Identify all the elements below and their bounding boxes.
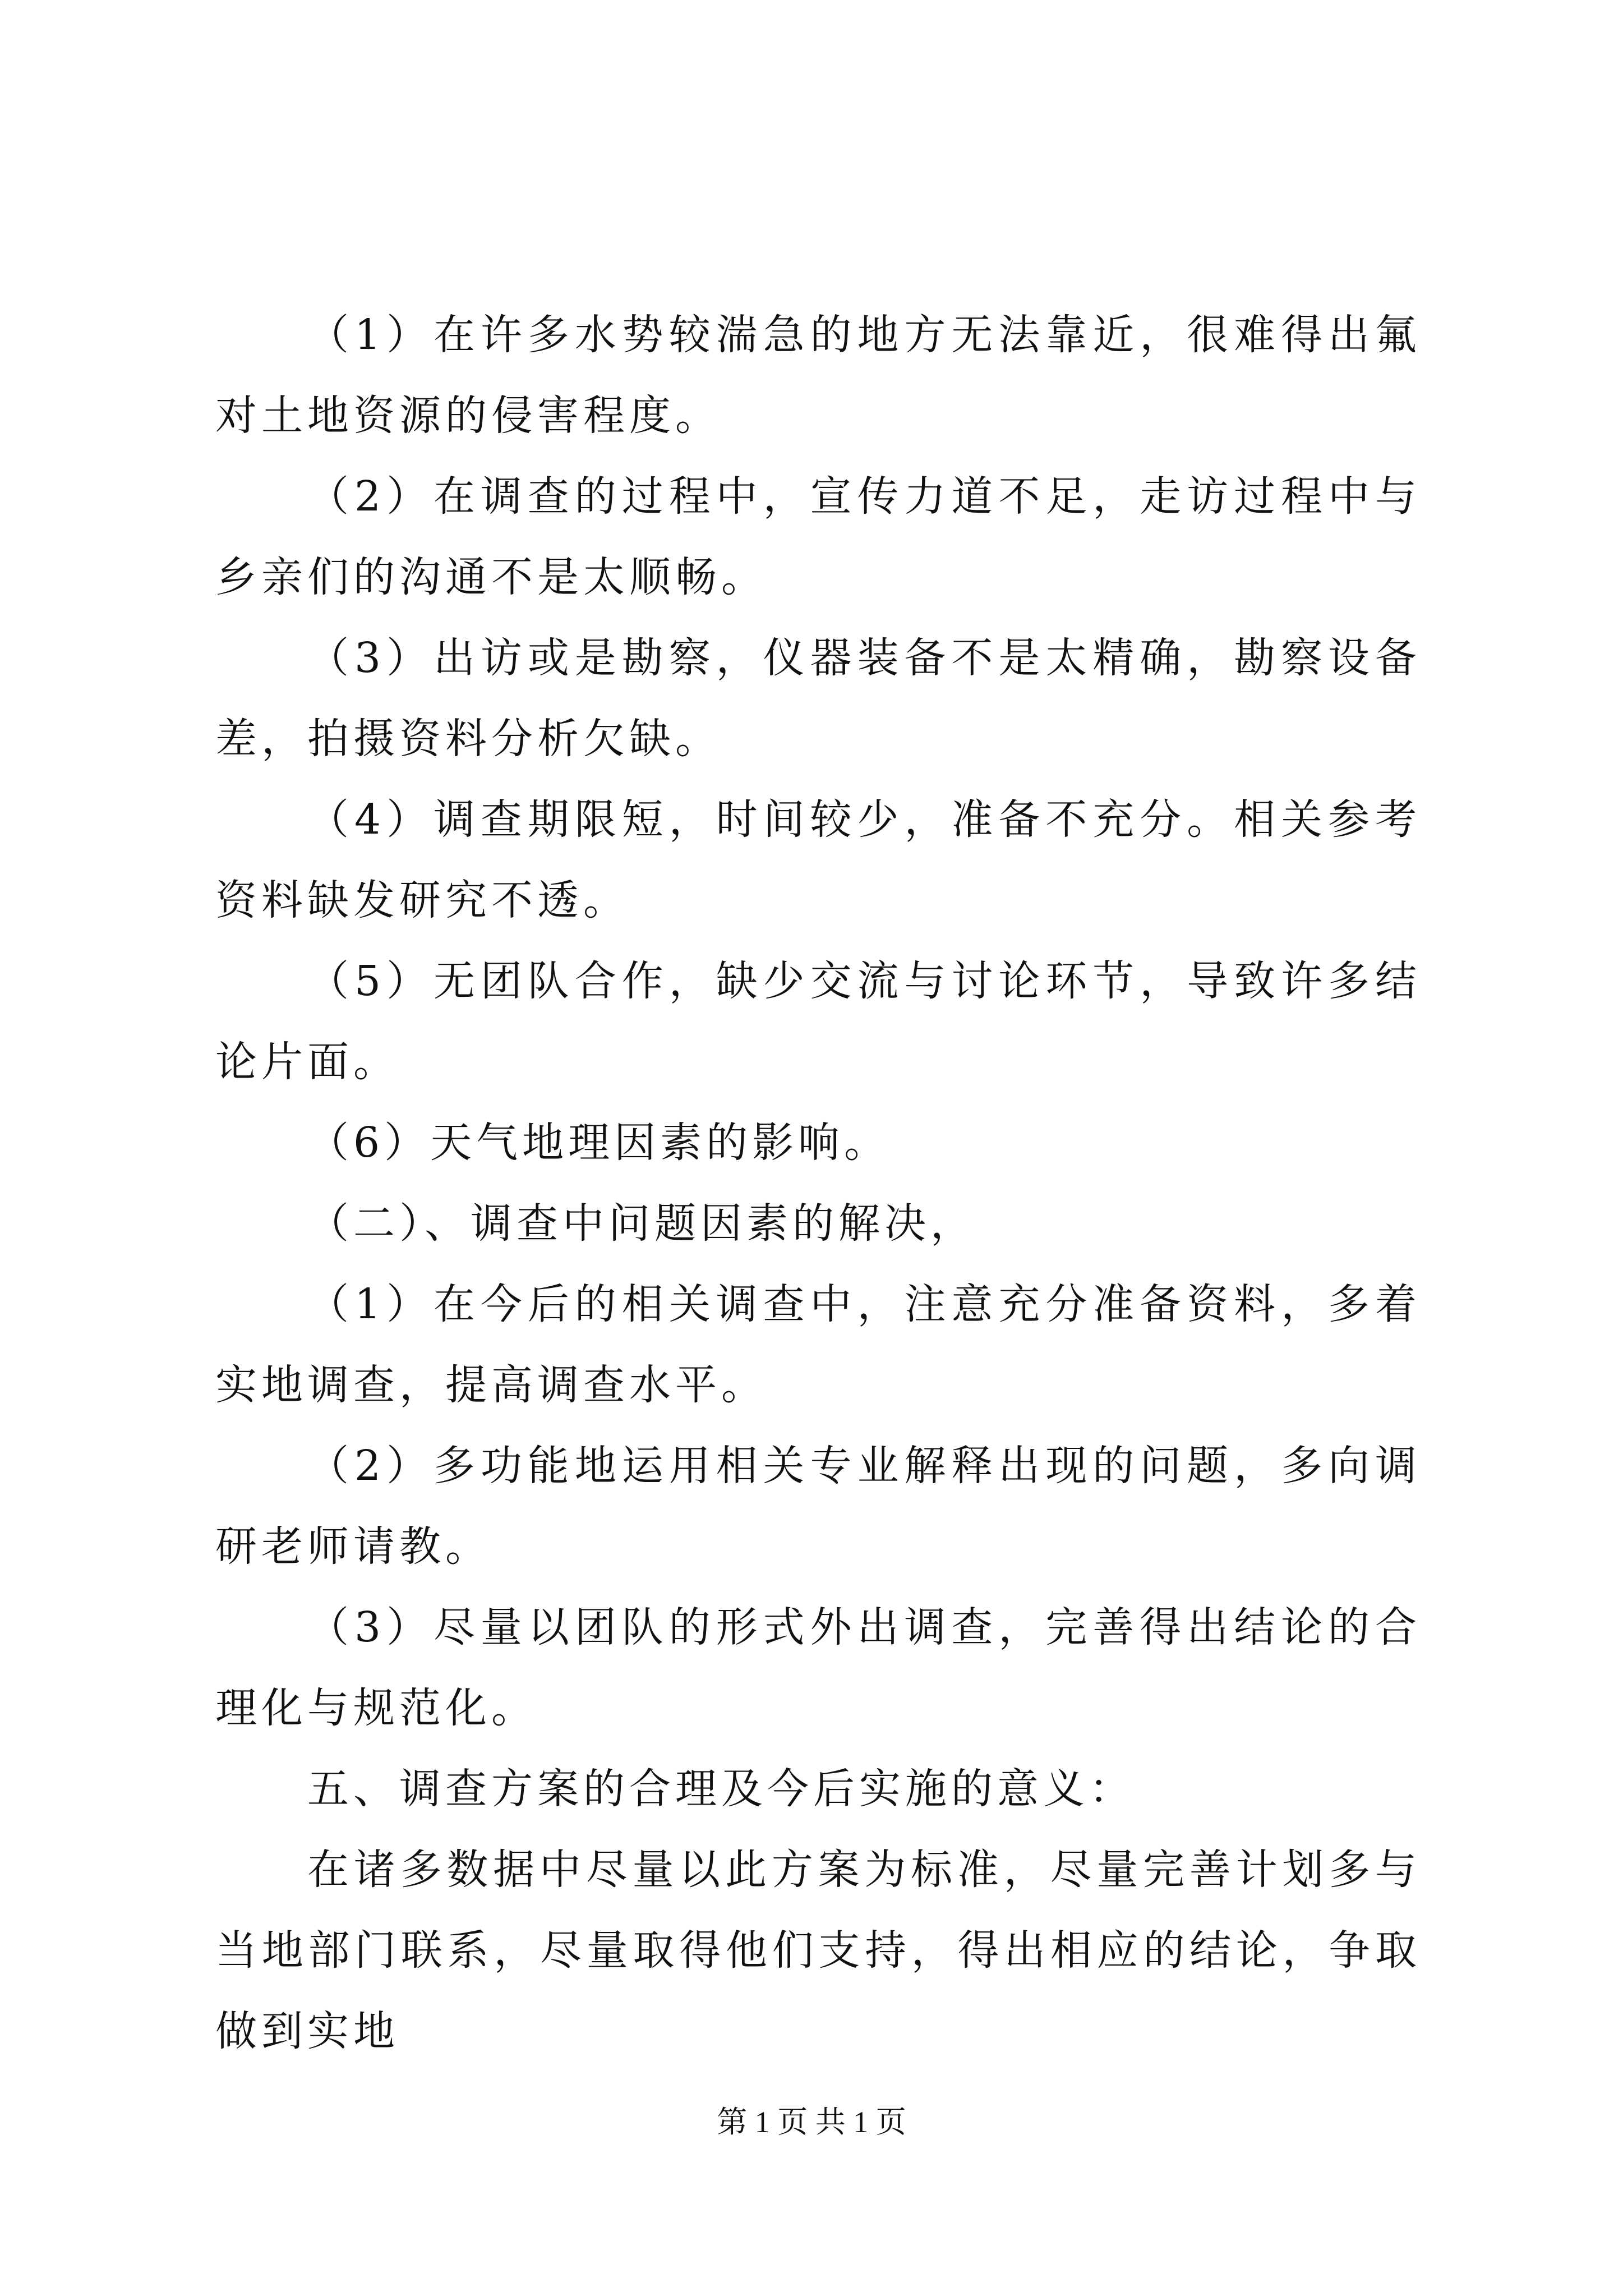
paragraph: （2）多功能地运用相关专业解释出现的问题，多向调研老师请教。 (215, 1442, 1421, 1571)
paragraph: （1）在今后的相关调查中，注意充分准备资料，多着实地调查，提高调查水平。 (215, 1280, 1421, 1409)
paragraph: （4）调查期限短，时间较少，准备不充分。相关参考资料缺发研究不透。 (215, 795, 1421, 924)
document-body (215, 295, 1421, 2072)
section-heading: 五、调查方案的合理及今后实施的意义： (307, 1765, 1135, 1813)
paragraph: （3）出访或是勘察，仪器装备不是太精确，勘察设备差，拍摄资料分析欠缺。 (215, 634, 1421, 763)
paragraph: （1）在许多水势较湍急的地方无法靠近，很难得出氟对土地资源的侵害程度。 (215, 311, 1421, 440)
paragraph: （2）在调查的过程中，宣传力道不足，走访过程中与乡亲们的沟通不是太顺畅。 (215, 472, 1421, 601)
section-heading: （二）、调查中问题因素的解决， (307, 1199, 976, 1248)
paragraph: （6）天气地理因素的影响。 (307, 1119, 891, 1167)
paragraph: （3）尽量以团队的形式外出调查，完善得出结论的合理化与规范化。 (215, 1603, 1421, 1732)
paragraph: 在诸多数据中尽量以此方案为标准，尽量完善计划多与当地部门联系，尽量取得他们支持，得出相应的结论，争取做到实地 (215, 1846, 1421, 2055)
paragraph: （5）无团队合作，缺少交流与讨论环节，导致许多结论片面。 (215, 957, 1421, 1086)
page-footer: 第 1 页 共 1 页 (717, 2105, 906, 2139)
